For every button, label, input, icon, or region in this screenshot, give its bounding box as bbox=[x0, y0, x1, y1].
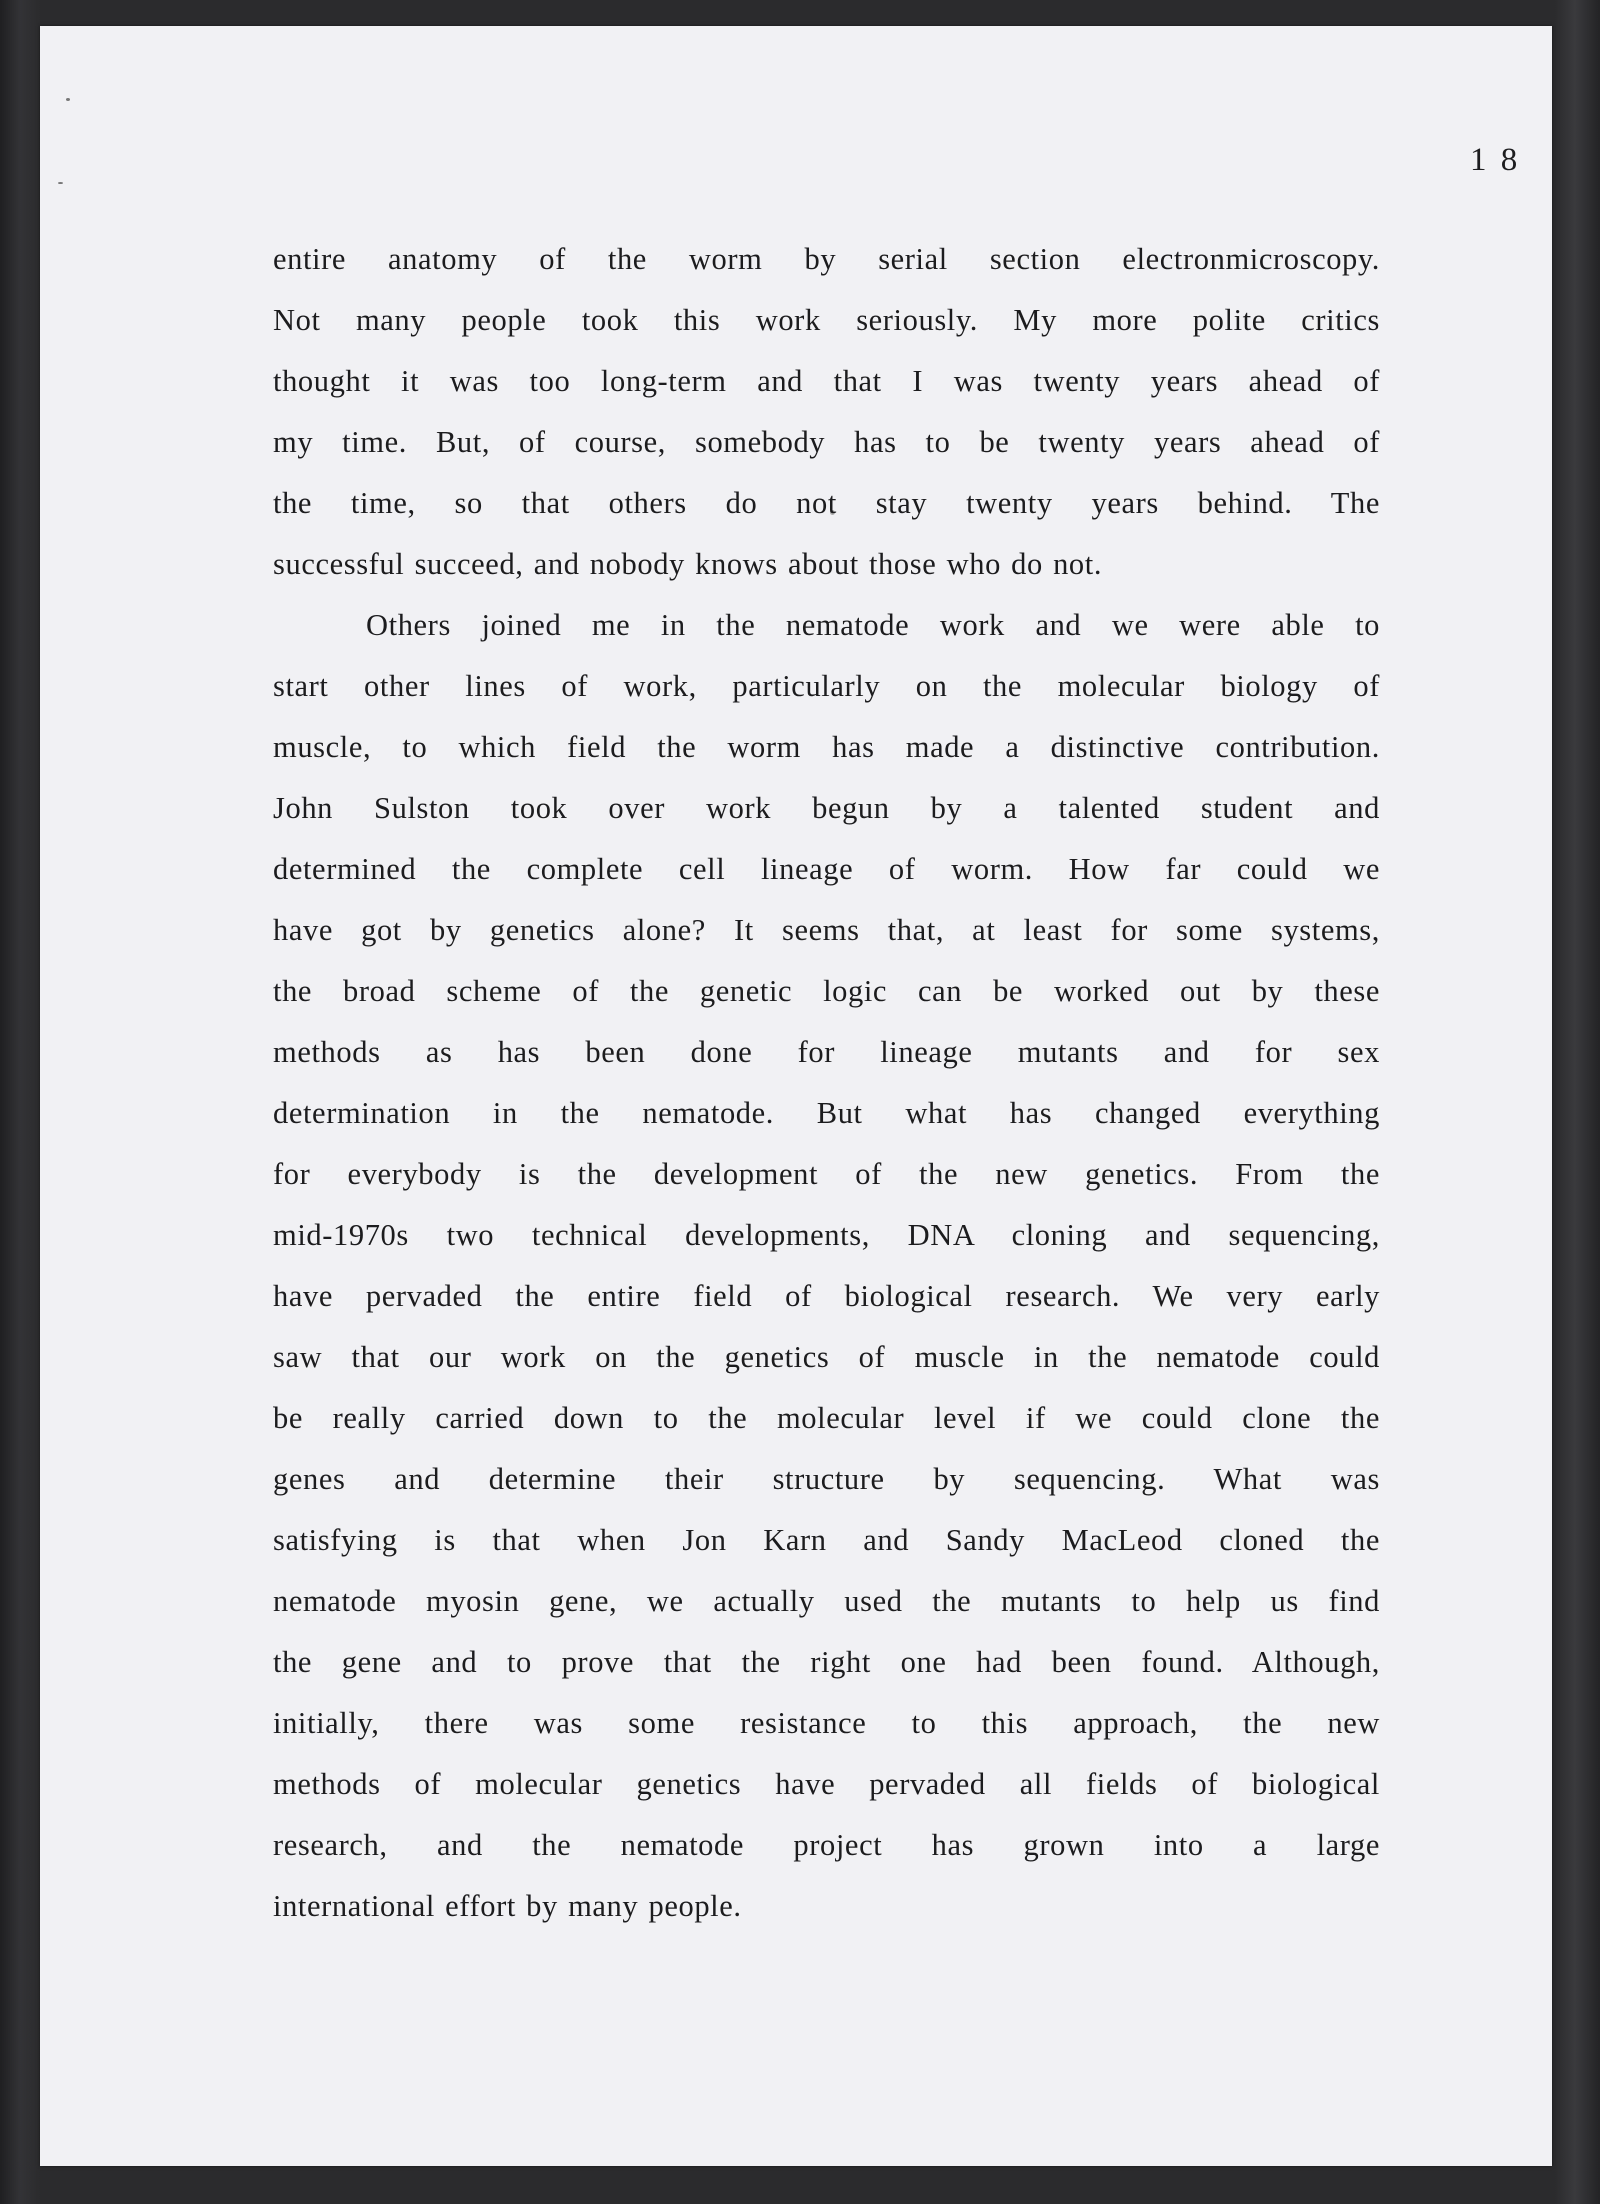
text-line: entire anatomy of the worm by serial section electronmicroscopy. bbox=[273, 242, 1380, 276]
body-text bbox=[273, 229, 1380, 1937]
text-line: determined the complete cell lineage of worm. How far could we bbox=[273, 852, 1380, 886]
text-line: the time, so that others do not stay twenty years behind. The bbox=[273, 486, 1380, 520]
text-line: be really carried down to the molecular level if we could clone the bbox=[273, 1401, 1380, 1435]
text-line: have got by genetics alone? It seems that, at least for some systems, bbox=[273, 913, 1380, 947]
text-line: nematode myosin gene, we actually used the mutants to help us find bbox=[273, 1584, 1380, 1618]
text-line: Others joined me in the nematode work and we were able to bbox=[366, 608, 1380, 642]
text-line: the broad scheme of the genetic logic can be worked out by these bbox=[273, 974, 1380, 1008]
text-line: muscle, to which field the worm has made a distinctive contribution. bbox=[273, 730, 1380, 764]
text-line: start other lines of work, particularly on the molecular biology of bbox=[273, 669, 1380, 703]
text-line: genes and determine their structure by sequencing. What was bbox=[273, 1462, 1380, 1496]
text-line: thought it was too long-term and that I was twenty years ahead of bbox=[273, 364, 1380, 398]
text-line: research, and the nematode project has grown into a large bbox=[273, 1828, 1380, 1862]
paper-speck bbox=[66, 98, 70, 101]
text-line: mid-1970s two technical developments, DNA cloning and sequencing, bbox=[273, 1218, 1380, 1252]
text-line: international effort by many people. bbox=[273, 1889, 742, 1923]
text-line: methods of molecular genetics have pervaded all fields of biological bbox=[273, 1767, 1380, 1801]
paper-speck bbox=[58, 182, 63, 184]
text-line: satisfying is that when Jon Karn and Sandy MacLeod cloned the bbox=[273, 1523, 1380, 1557]
text-line: methods as has been done for lineage mutants and for sex bbox=[273, 1035, 1380, 1069]
text-line: Not many people took this work seriously. My more polite critics bbox=[273, 303, 1380, 337]
text-line: saw that our work on the genetics of muscle in the nematode could bbox=[273, 1340, 1380, 1374]
text-line: initially, there was some resistance to this approach, the new bbox=[273, 1706, 1380, 1740]
text-line: successful succeed, and nobody knows about those who do not. bbox=[273, 547, 1103, 581]
text-line: have pervaded the entire field of biological research. We very early bbox=[273, 1279, 1380, 1313]
text-line: my time. But, of course, somebody has to be twenty years ahead of bbox=[273, 425, 1380, 459]
text-line: the gene and to prove that the right one had been found. Although, bbox=[273, 1645, 1380, 1679]
paragraph bbox=[273, 229, 1380, 595]
text-line: for everybody is the development of the new genetics. From the bbox=[273, 1157, 1380, 1191]
page-number: 1 8 bbox=[1470, 142, 1521, 178]
paragraph bbox=[273, 595, 1380, 1937]
text-line: John Sulston took over work begun by a talented student and bbox=[273, 791, 1380, 825]
text-line: determination in the nematode. But what has changed everything bbox=[273, 1096, 1380, 1130]
